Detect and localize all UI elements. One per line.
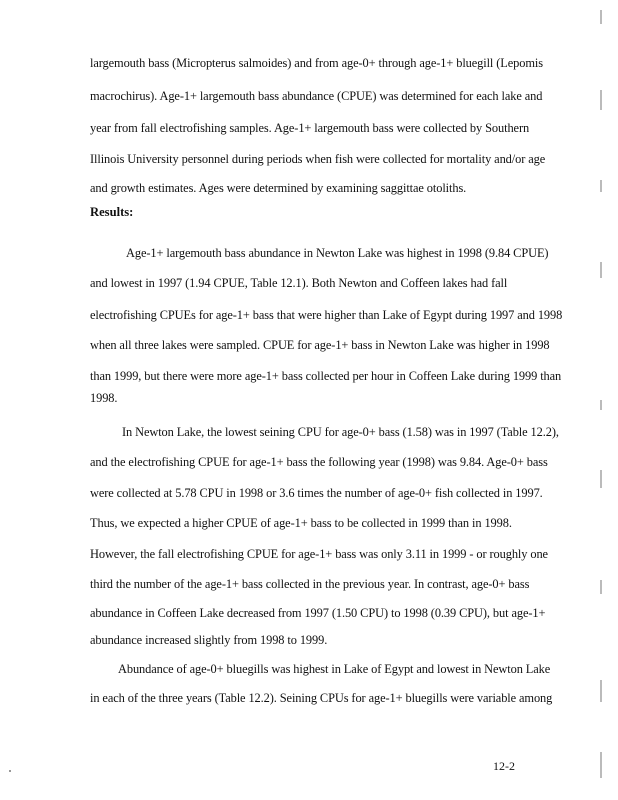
scan-noise: [600, 262, 602, 278]
intro-line-5: and growth estimates. Ages were determined by examining saggittae otoliths.: [90, 181, 467, 195]
scan-noise: [600, 90, 602, 110]
page-number: 12-2: [493, 759, 515, 773]
p1-line-3: electrofishing CPUEs for age-1+ bass that were higher than Lake of Egypt during 1997 and 1998: [90, 308, 563, 322]
intro-line-2: macrochirus). Age-1+ largemouth bass abundance (CPUE) was determined for each lake and: [90, 89, 543, 103]
p2-line-2: and the electrofishing CPUE for age-1+ bass the following year (1998) was 9.84. Age-0+ bass: [90, 455, 548, 469]
p1-line-6: 1998.: [90, 391, 118, 405]
p1-line-4: when all three lakes were sampled. CPUE for age-1+ bass in Newton Lake was higher in 1998: [90, 338, 550, 352]
p1-line-5: than 1999, but there were more age-1+ bass collected per hour in Coffeen Lake during 1999 than: [90, 369, 562, 383]
scan-noise: [600, 752, 602, 778]
p2-line-7: abundance in Coffeen Lake decreased from 1997 (1.50 CPU) to 1998 (0.39 CPU), but age-1+: [90, 606, 546, 620]
results-heading: Results:: [90, 205, 134, 219]
p3-line-2: in each of the three years (Table 12.2). Seining CPUs for age-1+ bluegills were variable among: [90, 691, 553, 705]
scan-noise: [600, 580, 602, 594]
p2-line-5: However, the fall electrofishing CPUE for age-1+ bass was only 3.11 in 1999 - or roughly one: [90, 547, 548, 561]
scan-noise: [600, 680, 602, 702]
p2-line-6: third the number of the age-1+ bass collected in the previous year. In contrast, age-0+ bass: [90, 577, 530, 591]
scan-noise: [600, 470, 602, 488]
intro-line-4: Illinois University personnel during periods when fish were collected for mortality and/or age: [90, 152, 546, 166]
intro-line-3: year from fall electrofishing samples. Age-1+ largemouth bass were collected by Southern: [90, 121, 530, 135]
p2-line-3: were collected at 5.78 CPU in 1998 or 3.6 times the number of age-0+ fish collected in 1997.: [90, 486, 543, 500]
scan-noise: [600, 180, 602, 192]
p2-line-8: abundance increased slightly from 1998 to 1999.: [90, 633, 328, 647]
p2-line-1: In Newton Lake, the lowest seining CPU for age-0+ bass (1.58) was in 1997 (Table 12.2),: [122, 425, 559, 439]
p1-line-1: Age-1+ largemouth bass abundance in Newton Lake was highest in 1998 (9.84 CPUE): [126, 246, 549, 260]
intro-line-1: largemouth bass (Micropterus salmoides) and from age-0+ through age-1+ bluegill (Lepomis: [90, 56, 543, 70]
p2-line-4: Thus, we expected a higher CPUE of age-1+ bass to be collected in 1999 than in 1998.: [90, 516, 512, 530]
p1-line-2: and lowest in 1997 (1.94 CPUE, Table 12.1). Both Newton and Coffeen lakes had fall: [90, 276, 508, 290]
p3-line-1: Abundance of age-0+ bluegills was highest in Lake of Egypt and lowest in Newton Lake: [118, 662, 551, 676]
scan-speck: [9, 770, 11, 772]
scan-noise: [600, 400, 602, 410]
scan-noise: [600, 10, 602, 24]
